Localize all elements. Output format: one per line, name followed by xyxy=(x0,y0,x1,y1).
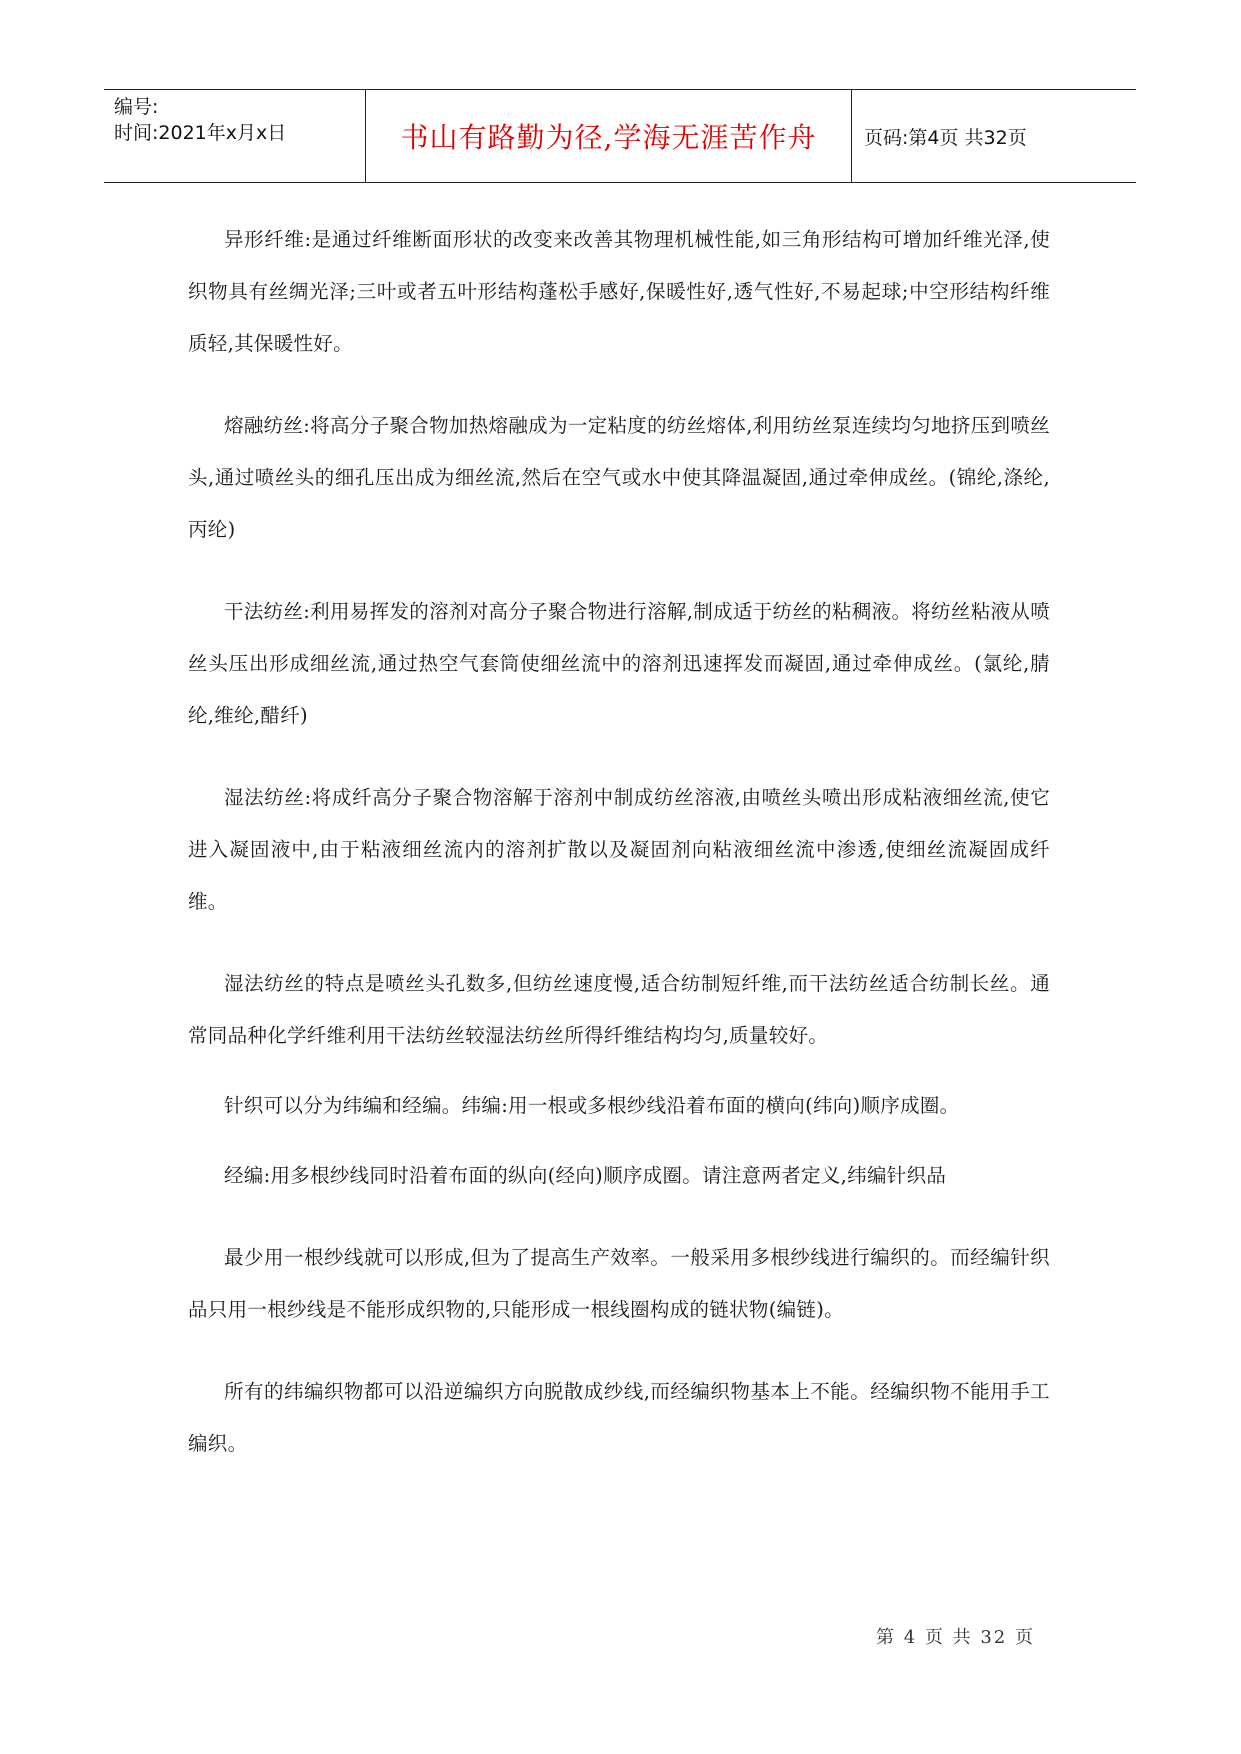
header-meta xyxy=(104,90,366,182)
paragraph-spinning-comparison: 湿法纺丝的特点是喷丝头孔数多,但纺丝速度慢,适合纺制短纤维,而干法纺丝适合纺制长丝。通常同品种化学纤维利用干法纺丝较湿法纺丝所得纤维结构均匀,质量较好。 xyxy=(188,972,1050,1047)
header-page-number: 页码:第4页 共32页 xyxy=(864,126,1027,149)
paragraph-unravelling: 所有的纬编织物都可以沿逆编织方向脱散成纱线,而经编织物基本上不能。经编织物不能用手工编织。 xyxy=(188,1380,1050,1455)
document-body xyxy=(188,214,1050,1500)
paragraph-dry-spinning: 干法纺丝:利用易挥发的溶剂对高分子聚合物进行溶解,制成适于纺丝的粘稠液。将纺丝粘液从喷丝头压出形成细丝流,通过热空气套筒使细丝流中的溶剂迅速挥发而凝固,通过牵伸成丝。(氯纶,腈纶,维纶,醋纤) xyxy=(188,600,1050,727)
paragraph-wet-spinning: 湿法纺丝:将成纤高分子聚合物溶解于溶剂中制成纺丝溶液,由喷丝头喷出形成粘液细丝流,使它进入凝固液中,由于粘液细丝流内的溶剂扩散以及凝固剂向粘液细丝流中渗透,使细丝流凝固成纤维。 xyxy=(188,786,1050,913)
header-motto: 书山有路勤为径,学海无涯苦作舟 xyxy=(366,90,852,182)
page-footer: 第 4 页 共 32 页 xyxy=(876,1627,1035,1648)
paragraph-melt-spinning: 熔融纺丝:将高分子聚合物加热熔融成为一定粘度的纺丝熔体,利用纺丝泵连续均匀地挤压到喷丝头,通过喷丝头的细孔压出成为细丝流,然后在空气或水中使其降温凝固,通过牵伸成丝。(锦纶,涤纶,丙纶) xyxy=(188,414,1050,541)
paragraph-profiled-fiber: 异形纤维:是通过纤维断面形状的改变来改善其物理机械性能,如三角形结构可增加纤维光泽,使织物具有丝绸光泽;三叶或者五叶形结构蓬松手感好,保暖性好,透气性好,不易起球;中空形结构纤维质轻,其保暖性好。 xyxy=(188,228,1050,355)
paragraph-warp-knitting: 经编:用多根纱线同时沿着布面的纵向(经向)顺序成圈。请注意两者定义,纬编针织品 xyxy=(224,1164,947,1187)
page-header xyxy=(104,89,1136,183)
document-number-label: 编号: xyxy=(114,96,159,118)
paragraph-weft-knitting: 针织可以分为纬编和经编。纬编:用一根或多根纱线沿着布面的横向(纬向)顺序成圈。 xyxy=(224,1094,960,1117)
document-time-label: 时间:2021年x月x日 xyxy=(114,122,287,144)
paragraph-knitting-yarns: 最少用一根纱线就可以形成,但为了提高生产效率。一般采用多根纱线进行编织的。而经编针织品只用一根纱线是不能形成织物的,只能形成一根线圈构成的链状物(编链)。 xyxy=(188,1246,1050,1321)
